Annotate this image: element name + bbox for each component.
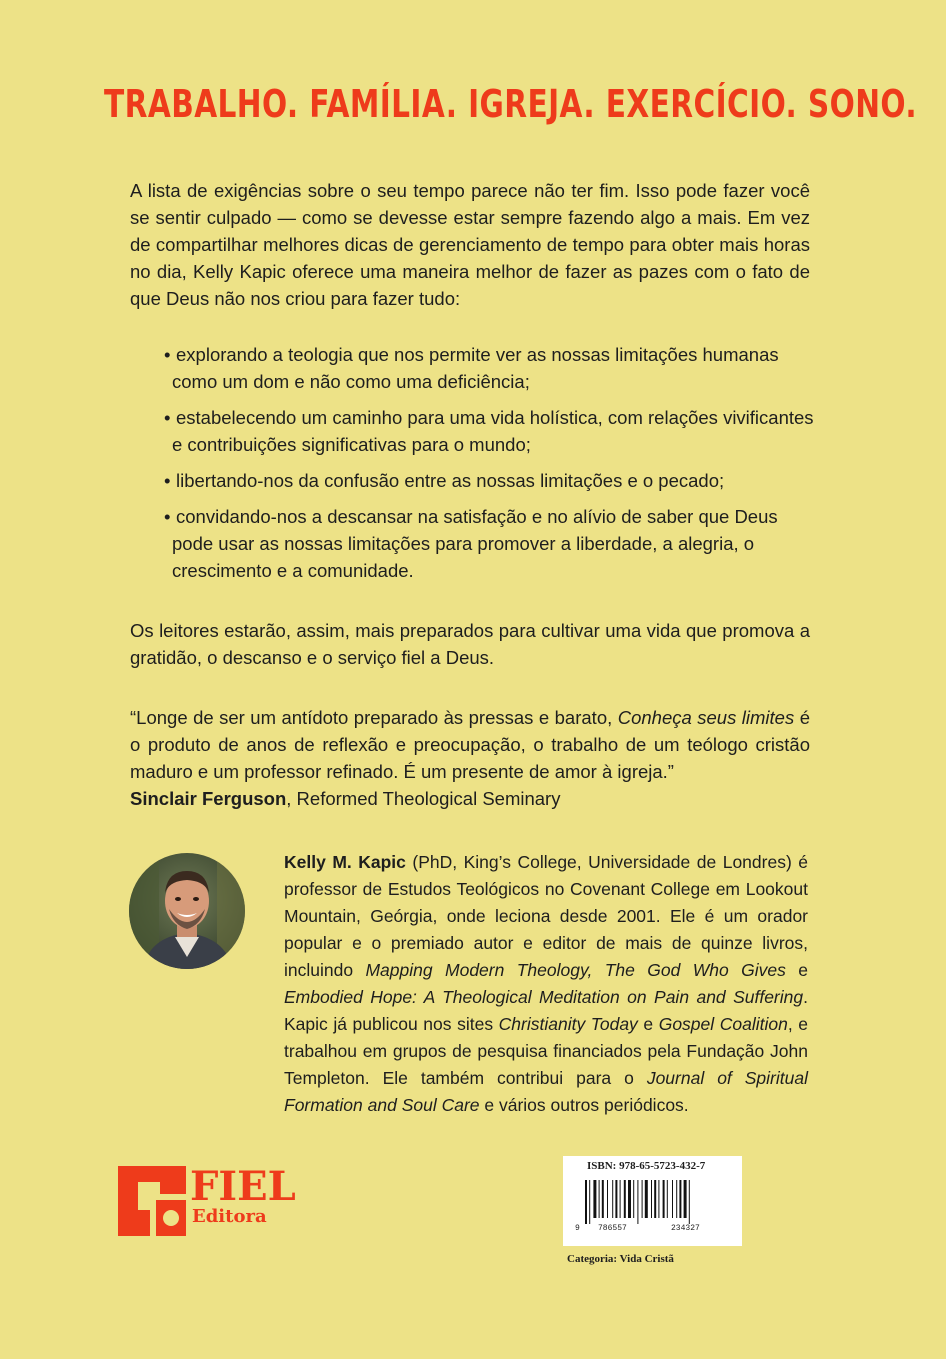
author-photo [129, 853, 245, 969]
barcode-bar [633, 1180, 634, 1218]
endorsement-quote: “Longe de ser um antídoto preparado às pressas e barato, Conheça seus limites é o produto de anos de reflexão e preocupação, o trabalho de um teólogo cristão maduro e um professor refinado. É um presente de amor à igreja.” Sinclair Ferguson, Reformed Theological Seminary [130, 707, 810, 809]
barcode-bar [663, 1180, 665, 1218]
barcode-bar [593, 1180, 596, 1218]
fiel-logo-icon [116, 1164, 190, 1238]
author-name: Kelly M. Kapic [284, 852, 406, 872]
list-item: • libertando-nos da confusão entre as nossas limitações e o pecado; [164, 470, 725, 491]
bullet-list [152, 341, 814, 593]
list-item: • explorando a teologia que nos permite ver as nossas limitações humanas como um dom e não como uma deficiência; [164, 344, 779, 392]
barcode-bar [642, 1180, 643, 1218]
barcode-bar [654, 1180, 656, 1218]
barcode-digit-first: 9 [575, 1224, 580, 1233]
list-item: • convidando-nos a descansar na satisfação e no alívio de saber que Deus pode usar as nossas limitações para promover a liberdade, a alegria, o crescimento e a comunidade. [164, 506, 778, 581]
book-title: Conheça seus limites [617, 707, 795, 728]
quote-author: Sinclair Ferguson [130, 788, 287, 809]
headline: TRABALHO. FAMÍLIA. IGREJA. EXERCÍCIO. SONO. [104, 82, 917, 126]
barcode-bar [620, 1180, 621, 1218]
category-label: Categoria: Vida Cristã [567, 1253, 674, 1265]
barcode-bar [602, 1180, 604, 1218]
barcode-bars-icon [585, 1180, 725, 1224]
list-item: • estabelecendo um caminho para uma vida holística, com relações vivificantes e contribuições significativas para o mundo; [164, 407, 814, 455]
barcode-bar [689, 1180, 690, 1224]
barcode-digits-right: 234327 [671, 1224, 700, 1233]
barcode-bar [637, 1180, 638, 1224]
barcode-bar [607, 1180, 608, 1218]
barcode-digits-left: 786557 [598, 1224, 627, 1233]
publisher-subtitle: Editora [192, 1206, 267, 1227]
barcode-bar [672, 1180, 673, 1218]
barcode-bar [684, 1180, 687, 1218]
isbn-label: ISBN: 978-65-5723-432-7 [587, 1160, 706, 1172]
author-bio: Kelly M. Kapic (PhD, King’s College, Universidade de Londres) é professor de Estudos Teológicos no Covenant College em Lookout Mountain, Geórgia, onde leciona desde 2001. Ele é um orador popular e o premiado autor e editor de mais de quinze livros, incluindo Mapping Modern Theology, The God Who Gives e Embodied Hope: A Theological Meditation on Pain and Suffering. Kapic já publicou nos sites Christianity Today e Gospel Coalition, e trabalhou em grupos de pesquisa financiados pela Fundação John Templeton. Ele também contribui para o Journal of Spiritual Formation and Soul Care e vários outros periódicos. [284, 852, 808, 1115]
barcode-bar [645, 1180, 648, 1218]
publisher-name [190, 1163, 296, 1227]
barcode-bar [628, 1180, 631, 1218]
intro-paragraph: A lista de exigências sobre o seu tempo parece não ter fim. Isso pode fazer você se sentir culpado — como se devesse estar sempre fazendo algo a mais. Em vez de compartilhar melhores dicas de gerenciamento de tempo para obter mais horas no dia, Kelly Kapic oferece uma maneira melhor de fazer as pazes com o fato de que Deus não nos criou para fazer tudo: [130, 180, 810, 309]
outro-paragraph: Os leitores estarão, assim, mais preparados para cultivar uma vida que promova a gratidão, o descanso e o serviço fiel a Deus. [130, 620, 810, 668]
barcode-bar [651, 1180, 652, 1218]
barcode-bar [676, 1180, 677, 1218]
barcode-bar [667, 1180, 668, 1218]
barcode-bar [589, 1180, 590, 1224]
barcode-bar [658, 1180, 659, 1218]
barcode-bar [679, 1180, 681, 1218]
barcode-bar [615, 1180, 617, 1218]
barcode-bar [612, 1180, 613, 1218]
barcode-bar [624, 1180, 626, 1218]
barcode-bar [585, 1180, 587, 1224]
barcode [563, 1156, 742, 1246]
barcode-bar [599, 1180, 600, 1218]
publisher-title: FIEL [190, 1163, 296, 1210]
